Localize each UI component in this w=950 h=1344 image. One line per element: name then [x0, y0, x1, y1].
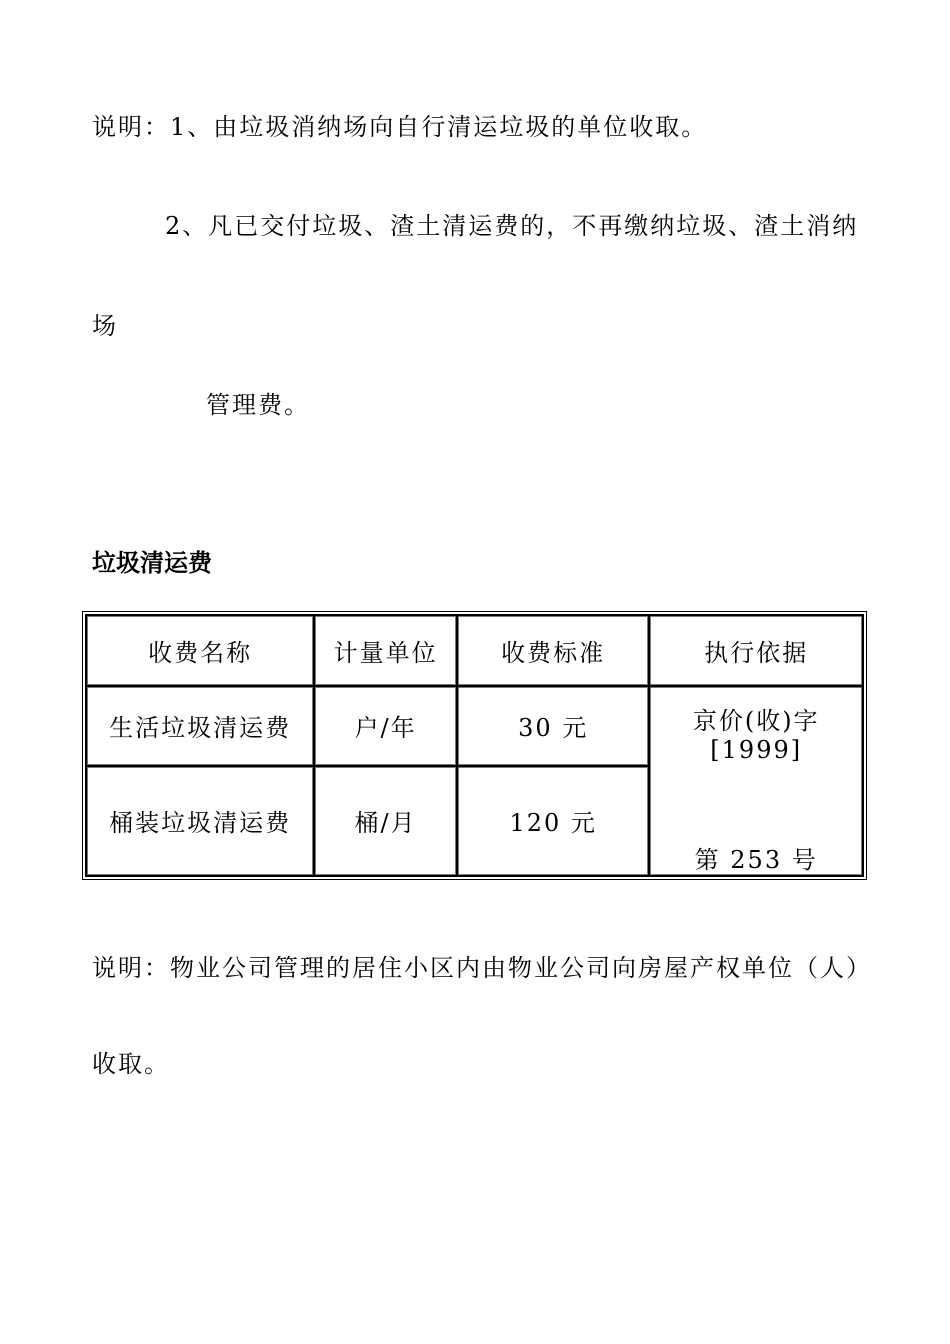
section-title: 垃圾清运费 [92, 549, 212, 577]
header-cell-basis: 执行依据 [649, 615, 863, 686]
row-standard-cell: 30 元 [457, 686, 650, 766]
row-name-cell: 生活垃圾清运费 [86, 686, 314, 766]
table-row [86, 686, 863, 766]
basis-text-line1: 京价(收)字[1999] [692, 707, 820, 764]
note1-line3: 场 [92, 312, 118, 340]
note1-line4: 管理费。 [206, 391, 310, 419]
header-cell-name: 收费名称 [86, 615, 314, 686]
note1-line1: 说明：1、由垃圾消纳场向自行清运垃圾的单位收取。 [92, 113, 708, 141]
table-header-row [86, 615, 863, 686]
row-name-cell: 桶装垃圾清运费 [86, 766, 314, 876]
basis-text-line2: 第 253 号 [694, 846, 818, 874]
row-standard-cell: 120 元 [457, 766, 650, 876]
header-cell-unit: 计量单位 [314, 615, 457, 686]
note2-line1: 说明：物业公司管理的居住小区内由物业公司向房屋产权单位（人） [92, 954, 872, 982]
note2-line2: 收取。 [92, 1050, 170, 1078]
note1-line2: 2、凡已交付垃圾、渣土清运费的，不再缴纳垃圾、渣土消纳 [165, 212, 859, 240]
row-unit-cell: 户/年 [314, 686, 457, 766]
row-unit-cell: 桶/月 [314, 766, 457, 876]
fee-table [85, 614, 864, 877]
basis-cell [649, 686, 863, 876]
header-cell-standard: 收费标准 [457, 615, 650, 686]
